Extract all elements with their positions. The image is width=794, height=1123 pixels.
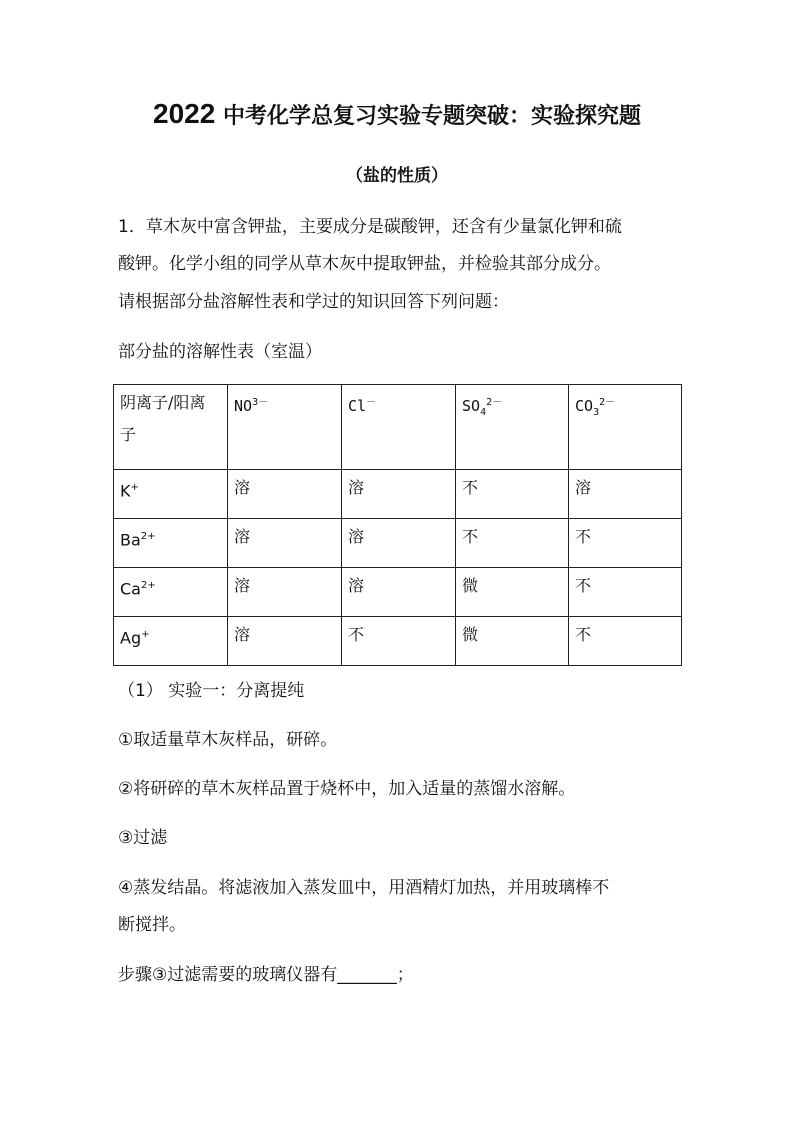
experiment-step-4-line-1: ④蒸发结晶。将滤液加入蒸发皿中，用酒精灯加热，并用玻璃棒不 [118, 878, 610, 898]
cation-cell: $Ba^{2+}$ [114, 519, 228, 568]
table-cell: 不 [569, 519, 682, 568]
experiment-question: 步骤③过滤需要的玻璃仪器有_______； [118, 965, 414, 985]
title-year: 2022 [153, 98, 216, 129]
table-row-calcium [114, 568, 682, 617]
table-cell: 溶 [342, 470, 456, 519]
table-header-row [114, 385, 682, 470]
table-row-barium [114, 519, 682, 568]
cation-cell: Ag+ [114, 617, 228, 666]
anion-header-carbonate: $CO_3^{2-}$ [569, 385, 682, 470]
anion-header-sulfate: $SO_4^{2-}$ [456, 385, 569, 470]
table-row-potassium [114, 470, 682, 519]
table-cell: 溶 [342, 568, 456, 617]
question-intro-line-1: 1．草木灰中富含钾盐，主要成分是碳酸钾，还含有少量氯化钾和硫 [118, 217, 622, 237]
experiment-step-2: ②将研碎的草木灰样品置于烧杯中，加入适量的蒸馏水溶解。 [118, 779, 576, 799]
table-cell: 溶 [228, 568, 342, 617]
table-cell: 溶 [228, 617, 342, 666]
page-subtitle: （盐的性质） [346, 166, 448, 186]
title-text: 中考化学总复习实验专题突破：实验探究题 [222, 104, 641, 129]
table-cell: 不 [342, 617, 456, 666]
anion-header-nitrate: $NO^{3-}$ [228, 385, 342, 470]
table-corner-cell: 阴离子/阳离子 [114, 385, 228, 470]
solubility-table [113, 384, 682, 666]
table-cell: 微 [456, 568, 569, 617]
experiment-step-3: ③过滤 [118, 828, 168, 848]
table-row-silver [114, 617, 682, 666]
table-cell: 溶 [342, 519, 456, 568]
table-cell: 溶 [228, 470, 342, 519]
cation-cell: $Ca^{2+}$ [114, 568, 228, 617]
experiment-step-1: ①取适量草木灰样品，研碎。 [118, 730, 338, 750]
question-intro-line-3: 请根据部分盐溶解性表和学过的知识回答下列问题： [118, 292, 509, 312]
experiment-step-4-line-2: 断搅拌。 [118, 915, 186, 935]
table-cell: 不 [569, 617, 682, 666]
table-cell: 不 [456, 519, 569, 568]
table-cell: 不 [569, 568, 682, 617]
page-title [0, 98, 794, 130]
table-cell: 不 [456, 470, 569, 519]
cation-cell: K+ [114, 470, 228, 519]
table-cell: 微 [456, 617, 569, 666]
question-intro-line-2: 酸钾。化学小组的同学从草木灰中提取钾盐，并检验其部分成分。 [118, 254, 611, 274]
table-caption: 部分盐的溶解性表（室温） [118, 342, 322, 362]
anion-header-chloride: Cl－ [342, 385, 456, 470]
table-cell: 溶 [569, 470, 682, 519]
table-cell: 溶 [228, 519, 342, 568]
experiment-heading: （1） 实验一：分离提纯 [118, 681, 305, 701]
